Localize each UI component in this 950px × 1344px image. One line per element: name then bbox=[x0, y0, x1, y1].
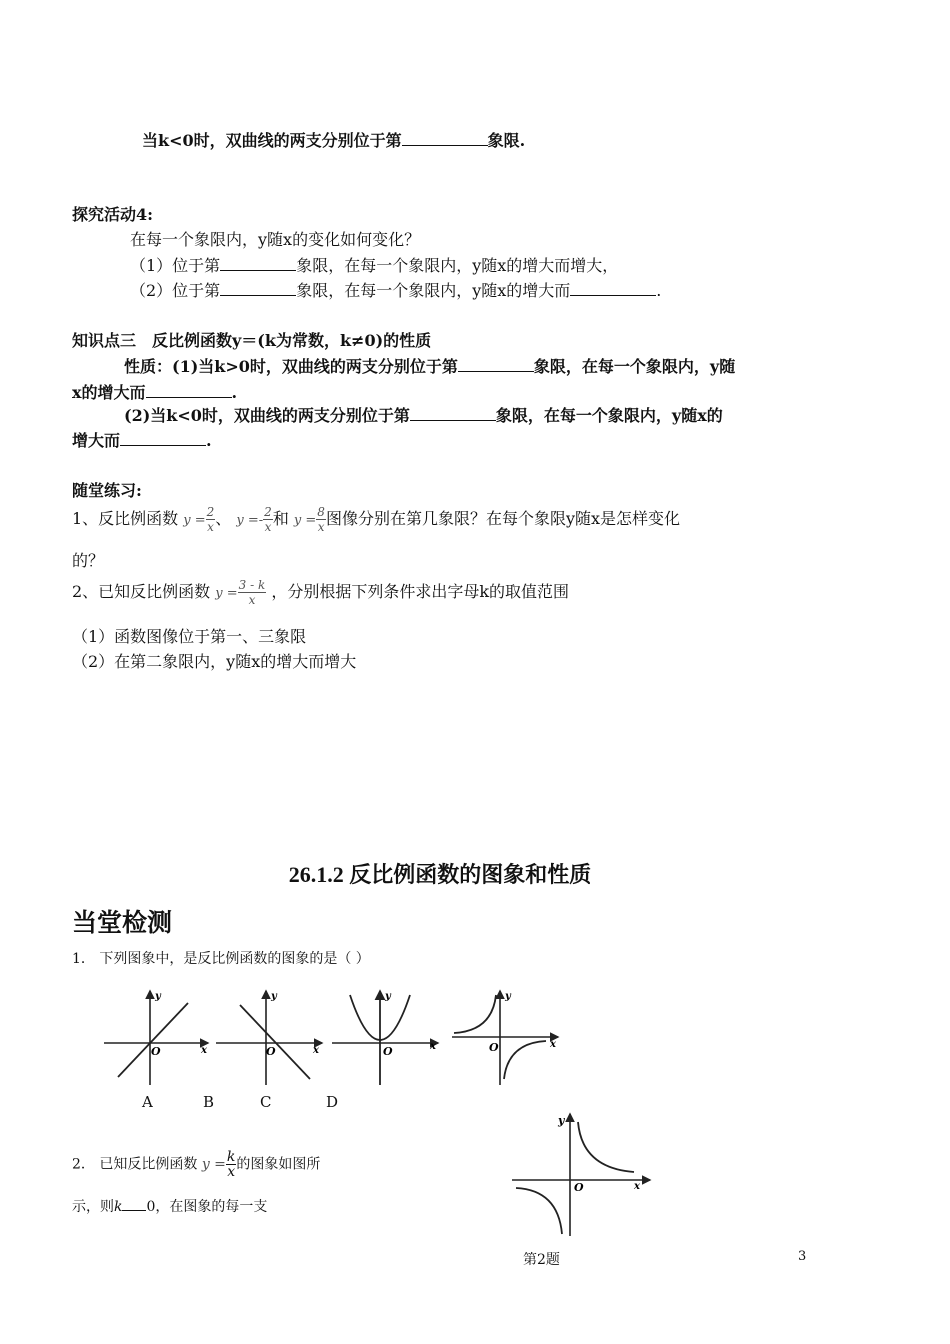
knowledge3-heading: 知识点三 反比例函数y＝(k为常数，k≠0)的性质 bbox=[72, 331, 432, 350]
choice-label-b: B bbox=[203, 1093, 215, 1111]
graph-d bbox=[452, 991, 558, 1085]
knowledge3-p2-line2: 增大而 . bbox=[72, 431, 212, 450]
fraction: $\frac{2}{x}$ bbox=[264, 505, 272, 534]
knowledge3-p1-line2: x的增大而 . bbox=[72, 383, 238, 402]
practice-heading: 随堂练习: bbox=[72, 481, 142, 500]
activity4-heading: 探究活动4: bbox=[72, 205, 154, 224]
axis-y-label: y bbox=[155, 991, 161, 1002]
choice-label-d: D bbox=[326, 1093, 339, 1111]
axis-x-label: x bbox=[634, 1181, 640, 1192]
axis-y-label: y bbox=[385, 991, 391, 1002]
graph-b bbox=[216, 991, 322, 1085]
graph-c bbox=[332, 991, 438, 1085]
activity4-item1: （1）位于第 象限，在每一个象限内，y随x的增大而增大， bbox=[130, 256, 619, 275]
answer-blank bbox=[220, 281, 296, 296]
choice-graphs bbox=[100, 985, 570, 1090]
k-negative-prefix: 当k<0时，双曲线的两支分别位于第 bbox=[142, 131, 402, 150]
answer-blank bbox=[410, 406, 496, 421]
answer-blank bbox=[458, 357, 534, 372]
choice-label-a: A bbox=[142, 1093, 153, 1111]
axis-x-label: x bbox=[430, 1041, 436, 1052]
origin-label: O bbox=[383, 1045, 393, 1058]
fraction: $\frac{3 - k}{x}$ bbox=[238, 578, 266, 607]
axis-y-label: y bbox=[505, 991, 511, 1002]
fraction: $\frac{2}{x}$ bbox=[206, 505, 215, 534]
question2-graph bbox=[508, 1110, 658, 1238]
k-negative-line bbox=[142, 128, 525, 151]
practice-q2-item1: （1）函数图像位于第一、三象限 bbox=[72, 627, 307, 646]
k-negative-suffix: 象限. bbox=[487, 131, 526, 150]
answer-blank bbox=[120, 431, 206, 446]
lesson-title: 26.1.2 反比例函数的图象和性质 bbox=[288, 862, 592, 887]
practice-q2-item2: （2）在第二象限内，y随x的增大而增大 bbox=[72, 652, 357, 671]
page-number: 3 bbox=[798, 1249, 807, 1264]
answer-blank bbox=[122, 1198, 146, 1211]
origin-label: O bbox=[489, 1041, 499, 1054]
activity4-question: 在每一个象限内，y随x的变化如何变化？ bbox=[130, 230, 421, 249]
practice-q2: 2、已知反比例函数 y = $\frac{3 - k}{x}$ ，分别根据下列条件求出字母k的取值范围 bbox=[72, 578, 570, 607]
axis-y-label: y bbox=[271, 991, 277, 1002]
answer-blank bbox=[570, 281, 656, 296]
answer-blank bbox=[146, 383, 232, 398]
axis-x-label: x bbox=[313, 1045, 319, 1056]
origin-label: O bbox=[266, 1045, 276, 1058]
practice-q1-line2: 的？ bbox=[72, 551, 105, 570]
check-heading: 当堂检测 bbox=[72, 908, 173, 937]
choice-label-c: C bbox=[260, 1093, 272, 1111]
graph-a bbox=[104, 991, 208, 1085]
activity4-item2: （2）位于第 象限，在每一个象限内，y随x的增大而 . bbox=[130, 281, 662, 300]
knowledge3-p1: 性质：(1)当k>0时，双曲线的两支分别位于第 象限，在每一个象限内，y随 bbox=[124, 357, 736, 376]
origin-label: O bbox=[574, 1181, 584, 1194]
practice-q1: 1、反比例函数 y = $\frac{2}{x}$ 、 y =- $\frac{2}{x}$ 和 y = $\frac{8}{x}$ 图像分别在第几象限？在每个象限y随x是怎样变化 bbox=[72, 505, 681, 534]
knowledge3-p2: (2)当k<0时，双曲线的两支分别位于第 象限，在每一个象限内，y随x的 bbox=[124, 406, 723, 425]
fraction: $\frac{k}{x}$ bbox=[226, 1149, 236, 1180]
axis-x-label: x bbox=[201, 1045, 207, 1056]
check-q2: 2． 已知反比例函数 y = $\frac{k}{x}$ 的图象如图所 bbox=[72, 1149, 321, 1180]
check-q1: 1． 下列图象中，是反比例函数的图象的是（ ） bbox=[72, 951, 370, 967]
origin-label: O bbox=[151, 1045, 161, 1058]
answer-blank bbox=[220, 256, 296, 271]
fraction: $\frac{8}{x}$ bbox=[317, 505, 325, 534]
axis-y-label: y bbox=[558, 1114, 565, 1127]
figure-caption: 第2题 bbox=[523, 1252, 560, 1268]
check-q2-line2: 示，则k 0，在图象的每一支 bbox=[72, 1199, 268, 1215]
answer-blank bbox=[402, 131, 488, 146]
axis-x-label: x bbox=[550, 1039, 556, 1050]
